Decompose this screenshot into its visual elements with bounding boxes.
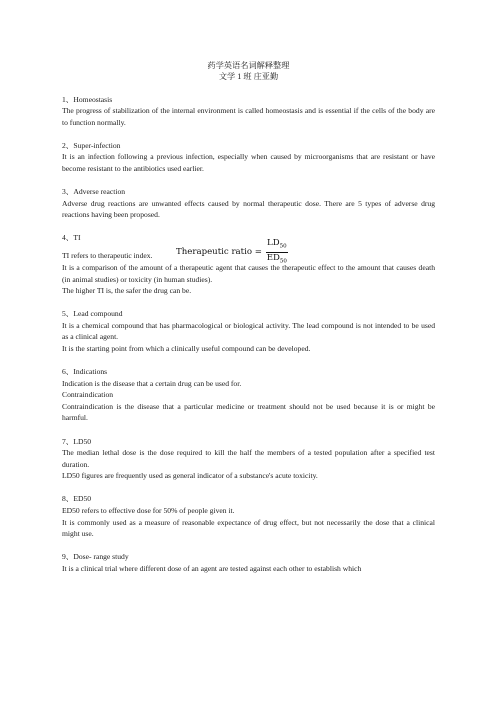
entry-subheading: Contraindication [62, 390, 114, 400]
formula-numerator: $LD_{50}$ [266, 238, 288, 253]
entry-super-infection [62, 140, 435, 175]
entry-heading: 9、Dose- range study [62, 552, 129, 562]
entry-text: It is a chemical compound that has pharmacological or biological activity. The lead compound is not intended to be used as a clinical agent. [62, 320, 435, 342]
entry-text: TI refers to therapeutic index. [62, 251, 153, 261]
entry-text: The median lethal dose is the dose required to kill the half the members of a tested population after a specified test duration. [62, 448, 435, 469]
entry-text: It is an infection following a previous infection, especially when caused by microorganisms that are resistant or have become resistant to the antibiotics used earlier. [62, 152, 435, 173]
entry-heading: 8、ED50 [62, 494, 92, 504]
entry-adverse-reaction [62, 186, 435, 221]
formula-fraction [266, 238, 288, 266]
entry-text: It is the starting point from which a clinically useful compound can be developed. [62, 344, 311, 353]
entry-text: It is a comparison of the amount of a therapeutic agent that causes the therapeutic effect to the amount that causes death (in animal studies) or toxicity (in human studies). [62, 262, 435, 284]
entry-heading: 3、Adverse reaction [62, 187, 126, 197]
document-page [62, 0, 435, 575]
document-subtitle: 文学 1 班 庄亚勤 [218, 72, 279, 81]
entry-ti [62, 232, 435, 296]
entry-text: It is a clinical trial where different dose of an agent are tested against each other to establish which [62, 563, 362, 573]
entry-heading: 2、Super-infection [62, 140, 121, 150]
entry-text: The higher TI is, the safer the drug can be. [62, 286, 192, 296]
entry-homeostasis [62, 94, 435, 129]
entry-ed50 [62, 493, 435, 539]
entry-heading: 7、LD50 [62, 436, 92, 446]
entry-lead-compound [62, 308, 435, 354]
entry-heading: 1、Homeostasis [62, 94, 113, 104]
entry-dose-range-study [62, 551, 435, 574]
entry-ld50 [62, 436, 435, 482]
entry-text: It is commonly used as a measure of reasonable expectance of drug effect, but not necessarily the dose that a clinical might use. [62, 517, 435, 539]
formula-denominator: $ED_{50}$ [266, 252, 287, 265]
entry-indications [62, 366, 435, 424]
entry-text: LD50 figures are frequently used as general indicator of a substance's acute toxicity. [62, 471, 318, 481]
entry-text: The progress of stabilization of the internal environment is called homeostasis and is essential if the cells of the body are to function normally. [62, 106, 435, 127]
therapeutic-ratio-formula [176, 238, 288, 266]
entry-text: Adverse drug reactions are unwanted effects caused by normal therapeutic dose. There are 5 types of adverse drug reactions having been proposed. [62, 198, 435, 220]
document-title: 药学英语名词解释整理 [207, 61, 290, 70]
entry-heading: 6、Indications [62, 367, 108, 377]
formula-lhs: Therapeutic ratio = [176, 247, 262, 258]
entry-text: Contraindication is the disease that a particular medicine or treatment should not be used because it is or might be harmful. [62, 401, 435, 423]
entry-heading: 5、Lead compound [62, 309, 123, 319]
entry-text: ED50 refers to effective dose for 50% of people given it. [62, 506, 235, 516]
entry-text: Indication is the disease that a certain drug can be used for. [62, 378, 242, 388]
entry-heading: 4、TI [62, 233, 81, 243]
